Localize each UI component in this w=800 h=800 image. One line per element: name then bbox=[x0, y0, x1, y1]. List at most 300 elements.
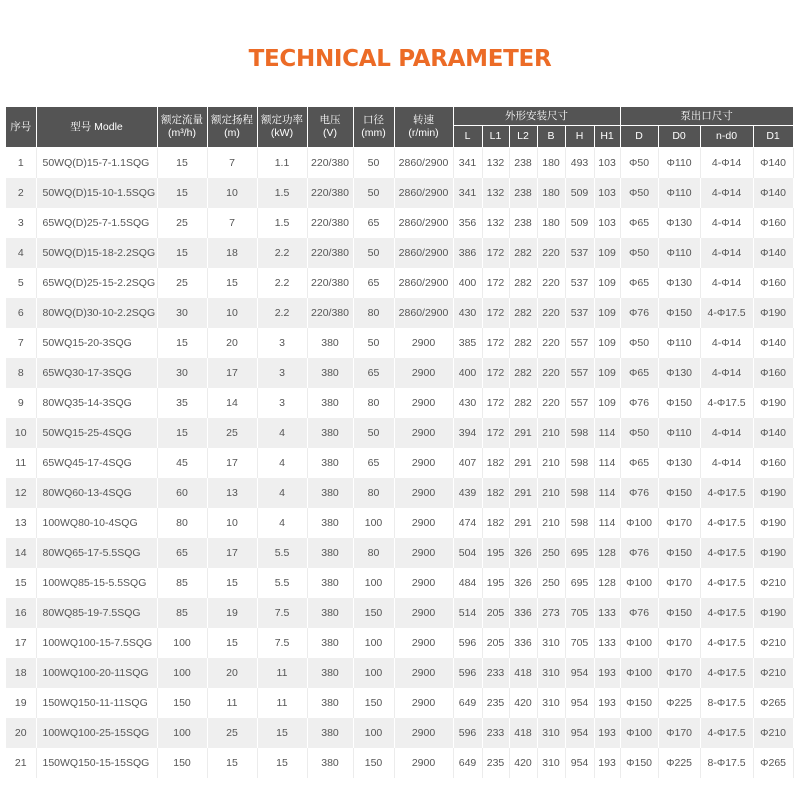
cell-power: 3 bbox=[257, 328, 307, 358]
cell-D0: Φ170 bbox=[658, 718, 700, 748]
cell-speed: 2900 bbox=[394, 328, 453, 358]
cell-caliber: 50 bbox=[353, 328, 394, 358]
cell-n-d0: 8-Φ17.5 bbox=[700, 688, 753, 718]
table-row bbox=[6, 478, 793, 508]
header-L2: L2 bbox=[509, 126, 537, 148]
cell-B: 310 bbox=[537, 688, 565, 718]
header-flow bbox=[157, 107, 207, 148]
cell-D1: Φ190 bbox=[753, 538, 793, 568]
cell-model: 100WQ100-20-11SQG bbox=[36, 658, 157, 688]
cell-power: 7.5 bbox=[257, 628, 307, 658]
cell-n-d0: 8-Φ17.5 bbox=[700, 748, 753, 778]
cell-speed: 2900 bbox=[394, 478, 453, 508]
cell-flow: 65 bbox=[157, 538, 207, 568]
cell-D0: Φ110 bbox=[658, 328, 700, 358]
cell-no: 2 bbox=[6, 178, 36, 208]
header-speed bbox=[394, 107, 453, 148]
cell-no: 9 bbox=[6, 388, 36, 418]
cell-head: 25 bbox=[207, 418, 257, 448]
cell-B: 273 bbox=[537, 598, 565, 628]
cell-n-d0: 4-Φ14 bbox=[700, 178, 753, 208]
cell-H: 598 bbox=[565, 448, 594, 478]
cell-H1: 133 bbox=[594, 628, 620, 658]
cell-model: 80WQ60-13-4SQG bbox=[36, 478, 157, 508]
cell-caliber: 100 bbox=[353, 658, 394, 688]
cell-voltage: 380 bbox=[307, 388, 353, 418]
cell-D: Φ65 bbox=[620, 448, 658, 478]
cell-caliber: 65 bbox=[353, 268, 394, 298]
table-row bbox=[6, 178, 793, 208]
cell-model: 100WQ100-15-7.5SQG bbox=[36, 628, 157, 658]
cell-H: 557 bbox=[565, 358, 594, 388]
header-power-label: 额定功率 bbox=[261, 114, 303, 126]
table-row bbox=[6, 208, 793, 238]
cell-voltage: 380 bbox=[307, 628, 353, 658]
cell-L1: 172 bbox=[482, 328, 509, 358]
cell-L1: 172 bbox=[482, 238, 509, 268]
header-n-d0: n-d0 bbox=[700, 126, 753, 148]
cell-no: 16 bbox=[6, 598, 36, 628]
cell-L1: 235 bbox=[482, 748, 509, 778]
cell-H: 695 bbox=[565, 568, 594, 598]
cell-power: 15 bbox=[257, 718, 307, 748]
cell-model: 50WQ(D)15-7-1.1SQG bbox=[36, 148, 157, 179]
table-row bbox=[6, 508, 793, 538]
cell-head: 10 bbox=[207, 178, 257, 208]
cell-L1: 172 bbox=[482, 298, 509, 328]
cell-L1: 195 bbox=[482, 568, 509, 598]
cell-H: 557 bbox=[565, 328, 594, 358]
header-L: L bbox=[453, 126, 482, 148]
cell-B: 310 bbox=[537, 748, 565, 778]
cell-speed: 2900 bbox=[394, 598, 453, 628]
cell-head: 17 bbox=[207, 358, 257, 388]
cell-D0: Φ170 bbox=[658, 658, 700, 688]
cell-flow: 35 bbox=[157, 388, 207, 418]
cell-L: 504 bbox=[453, 538, 482, 568]
cell-B: 180 bbox=[537, 208, 565, 238]
cell-n-d0: 4-Φ14 bbox=[700, 268, 753, 298]
cell-B: 220 bbox=[537, 298, 565, 328]
cell-speed: 2900 bbox=[394, 748, 453, 778]
cell-head: 20 bbox=[207, 328, 257, 358]
cell-voltage: 380 bbox=[307, 418, 353, 448]
cell-power: 4 bbox=[257, 448, 307, 478]
cell-head: 17 bbox=[207, 448, 257, 478]
cell-voltage: 380 bbox=[307, 328, 353, 358]
cell-D0: Φ150 bbox=[658, 478, 700, 508]
cell-head: 15 bbox=[207, 748, 257, 778]
table-body bbox=[6, 148, 793, 779]
cell-D1: Φ210 bbox=[753, 628, 793, 658]
cell-B: 310 bbox=[537, 628, 565, 658]
cell-D: Φ100 bbox=[620, 628, 658, 658]
cell-H1: 193 bbox=[594, 748, 620, 778]
header-speed-unit: (r/min) bbox=[408, 127, 439, 139]
cell-D1: Φ190 bbox=[753, 598, 793, 628]
cell-L2: 238 bbox=[509, 208, 537, 238]
cell-H: 954 bbox=[565, 748, 594, 778]
cell-speed: 2900 bbox=[394, 418, 453, 448]
cell-D1: Φ265 bbox=[753, 748, 793, 778]
cell-L2: 336 bbox=[509, 628, 537, 658]
cell-model: 150WQ150-11-11SQG bbox=[36, 688, 157, 718]
header-H1: H1 bbox=[594, 126, 620, 148]
table-row bbox=[6, 718, 793, 748]
cell-H1: 114 bbox=[594, 448, 620, 478]
cell-D0: Φ110 bbox=[658, 238, 700, 268]
header-H: H bbox=[565, 126, 594, 148]
cell-caliber: 80 bbox=[353, 298, 394, 328]
cell-L1: 182 bbox=[482, 508, 509, 538]
cell-flow: 30 bbox=[157, 358, 207, 388]
cell-power: 4 bbox=[257, 418, 307, 448]
cell-flow: 25 bbox=[157, 268, 207, 298]
header-speed-label: 转速 bbox=[413, 114, 434, 126]
cell-flow: 80 bbox=[157, 508, 207, 538]
cell-power: 15 bbox=[257, 748, 307, 778]
cell-D1: Φ160 bbox=[753, 268, 793, 298]
table-row bbox=[6, 688, 793, 718]
cell-voltage: 220/380 bbox=[307, 208, 353, 238]
cell-B: 210 bbox=[537, 448, 565, 478]
header-caliber-label: 口径 bbox=[363, 114, 384, 126]
cell-D0: Φ150 bbox=[658, 298, 700, 328]
cell-H: 954 bbox=[565, 718, 594, 748]
cell-no: 8 bbox=[6, 358, 36, 388]
cell-H1: 193 bbox=[594, 718, 620, 748]
cell-caliber: 65 bbox=[353, 208, 394, 238]
table-header bbox=[6, 107, 793, 148]
cell-B: 220 bbox=[537, 328, 565, 358]
table-row bbox=[6, 328, 793, 358]
cell-n-d0: 4-Φ14 bbox=[700, 418, 753, 448]
header-D1: D1 bbox=[753, 126, 793, 148]
cell-caliber: 50 bbox=[353, 418, 394, 448]
cell-speed: 2900 bbox=[394, 568, 453, 598]
cell-flow: 15 bbox=[157, 178, 207, 208]
cell-B: 310 bbox=[537, 718, 565, 748]
header-model: 型号 Modle bbox=[36, 107, 157, 148]
cell-L1: 233 bbox=[482, 658, 509, 688]
cell-caliber: 65 bbox=[353, 448, 394, 478]
cell-L: 430 bbox=[453, 298, 482, 328]
table-row bbox=[6, 538, 793, 568]
cell-L1: 235 bbox=[482, 688, 509, 718]
cell-n-d0: 4-Φ14 bbox=[700, 238, 753, 268]
cell-D: Φ100 bbox=[620, 718, 658, 748]
cell-model: 65WQ30-17-3SQG bbox=[36, 358, 157, 388]
cell-L: 400 bbox=[453, 358, 482, 388]
cell-B: 220 bbox=[537, 238, 565, 268]
cell-head: 10 bbox=[207, 298, 257, 328]
header-install-dimensions: 外形安装尺寸 bbox=[453, 107, 620, 126]
cell-L2: 282 bbox=[509, 328, 537, 358]
cell-D0: Φ150 bbox=[658, 598, 700, 628]
cell-D0: Φ110 bbox=[658, 148, 700, 179]
cell-L2: 282 bbox=[509, 268, 537, 298]
cell-D0: Φ130 bbox=[658, 268, 700, 298]
cell-D: Φ76 bbox=[620, 298, 658, 328]
cell-no: 14 bbox=[6, 538, 36, 568]
cell-caliber: 150 bbox=[353, 688, 394, 718]
cell-n-d0: 4-Φ17.5 bbox=[700, 628, 753, 658]
cell-head: 7 bbox=[207, 208, 257, 238]
cell-D: Φ100 bbox=[620, 568, 658, 598]
cell-D: Φ76 bbox=[620, 478, 658, 508]
cell-voltage: 380 bbox=[307, 718, 353, 748]
cell-D: Φ100 bbox=[620, 658, 658, 688]
cell-n-d0: 4-Φ17.5 bbox=[700, 598, 753, 628]
header-D: D bbox=[620, 126, 658, 148]
cell-speed: 2900 bbox=[394, 628, 453, 658]
cell-D1: Φ160 bbox=[753, 358, 793, 388]
cell-voltage: 220/380 bbox=[307, 178, 353, 208]
cell-no: 18 bbox=[6, 658, 36, 688]
table-row bbox=[6, 298, 793, 328]
cell-D1: Φ140 bbox=[753, 328, 793, 358]
cell-L: 394 bbox=[453, 418, 482, 448]
cell-H1: 114 bbox=[594, 478, 620, 508]
cell-D: Φ76 bbox=[620, 598, 658, 628]
cell-L2: 282 bbox=[509, 238, 537, 268]
cell-n-d0: 4-Φ17.5 bbox=[700, 298, 753, 328]
cell-caliber: 150 bbox=[353, 748, 394, 778]
cell-head: 11 bbox=[207, 688, 257, 718]
cell-n-d0: 4-Φ17.5 bbox=[700, 538, 753, 568]
cell-H: 557 bbox=[565, 388, 594, 418]
cell-speed: 2860/2900 bbox=[394, 178, 453, 208]
cell-D0: Φ170 bbox=[658, 568, 700, 598]
cell-caliber: 50 bbox=[353, 178, 394, 208]
cell-voltage: 380 bbox=[307, 478, 353, 508]
cell-caliber: 50 bbox=[353, 238, 394, 268]
header-voltage-label: 电压 bbox=[319, 114, 341, 126]
cell-D1: Φ140 bbox=[753, 178, 793, 208]
cell-L1: 233 bbox=[482, 718, 509, 748]
cell-H1: 109 bbox=[594, 268, 620, 298]
cell-n-d0: 4-Φ14 bbox=[700, 358, 753, 388]
cell-L: 356 bbox=[453, 208, 482, 238]
cell-flow: 85 bbox=[157, 568, 207, 598]
cell-power: 2.2 bbox=[257, 298, 307, 328]
cell-D1: Φ190 bbox=[753, 508, 793, 538]
cell-L: 514 bbox=[453, 598, 482, 628]
cell-model: 65WQ(D)25-7-1.5SQG bbox=[36, 208, 157, 238]
cell-head: 15 bbox=[207, 628, 257, 658]
header-B: B bbox=[537, 126, 565, 148]
cell-H: 954 bbox=[565, 688, 594, 718]
cell-speed: 2900 bbox=[394, 538, 453, 568]
cell-speed: 2900 bbox=[394, 508, 453, 538]
cell-no: 4 bbox=[6, 238, 36, 268]
cell-L2: 291 bbox=[509, 478, 537, 508]
cell-power: 1.5 bbox=[257, 208, 307, 238]
cell-speed: 2860/2900 bbox=[394, 238, 453, 268]
cell-speed: 2900 bbox=[394, 658, 453, 688]
cell-D: Φ50 bbox=[620, 418, 658, 448]
cell-model: 50WQ15-20-3SQG bbox=[36, 328, 157, 358]
cell-caliber: 100 bbox=[353, 628, 394, 658]
cell-power: 4 bbox=[257, 508, 307, 538]
header-no: 序号 bbox=[6, 107, 36, 148]
header-caliber-unit: (mm) bbox=[361, 127, 386, 139]
cell-speed: 2860/2900 bbox=[394, 208, 453, 238]
table-row bbox=[6, 658, 793, 688]
cell-power: 5.5 bbox=[257, 568, 307, 598]
cell-D: Φ76 bbox=[620, 388, 658, 418]
header-power-unit: (kW) bbox=[270, 127, 294, 139]
cell-power: 1.5 bbox=[257, 178, 307, 208]
cell-H: 509 bbox=[565, 208, 594, 238]
cell-D1: Φ210 bbox=[753, 568, 793, 598]
cell-speed: 2900 bbox=[394, 718, 453, 748]
cell-H: 537 bbox=[565, 298, 594, 328]
cell-L1: 172 bbox=[482, 388, 509, 418]
cell-head: 17 bbox=[207, 538, 257, 568]
table-row bbox=[6, 598, 793, 628]
cell-L: 385 bbox=[453, 328, 482, 358]
cell-L2: 291 bbox=[509, 508, 537, 538]
cell-speed: 2860/2900 bbox=[394, 148, 453, 179]
cell-B: 180 bbox=[537, 178, 565, 208]
cell-power: 7.5 bbox=[257, 598, 307, 628]
cell-B: 220 bbox=[537, 268, 565, 298]
cell-B: 210 bbox=[537, 508, 565, 538]
cell-L: 596 bbox=[453, 718, 482, 748]
cell-L2: 282 bbox=[509, 388, 537, 418]
cell-H: 705 bbox=[565, 628, 594, 658]
cell-L2: 336 bbox=[509, 598, 537, 628]
cell-H1: 133 bbox=[594, 598, 620, 628]
cell-power: 11 bbox=[257, 688, 307, 718]
cell-L1: 132 bbox=[482, 178, 509, 208]
cell-B: 180 bbox=[537, 148, 565, 179]
cell-L: 386 bbox=[453, 238, 482, 268]
cell-caliber: 100 bbox=[353, 508, 394, 538]
table-row bbox=[6, 448, 793, 478]
cell-flow: 100 bbox=[157, 628, 207, 658]
cell-flow: 85 bbox=[157, 598, 207, 628]
cell-D0: Φ110 bbox=[658, 418, 700, 448]
cell-caliber: 80 bbox=[353, 478, 394, 508]
cell-flow: 150 bbox=[157, 748, 207, 778]
cell-L2: 326 bbox=[509, 568, 537, 598]
cell-L1: 205 bbox=[482, 628, 509, 658]
cell-D: Φ50 bbox=[620, 148, 658, 179]
cell-model: 80WQ85-19-7.5SQG bbox=[36, 598, 157, 628]
cell-no: 13 bbox=[6, 508, 36, 538]
cell-n-d0: 4-Φ17.5 bbox=[700, 508, 753, 538]
cell-caliber: 50 bbox=[353, 148, 394, 179]
cell-D0: Φ170 bbox=[658, 508, 700, 538]
cell-D: Φ100 bbox=[620, 508, 658, 538]
cell-model: 100WQ85-15-5.5SQG bbox=[36, 568, 157, 598]
page-title: TECHNICAL PARAMETER bbox=[248, 46, 552, 72]
cell-flow: 45 bbox=[157, 448, 207, 478]
cell-L2: 282 bbox=[509, 358, 537, 388]
cell-head: 20 bbox=[207, 658, 257, 688]
cell-voltage: 220/380 bbox=[307, 268, 353, 298]
cell-voltage: 380 bbox=[307, 658, 353, 688]
header-D0: D0 bbox=[658, 126, 700, 148]
cell-model: 150WQ150-15-15SQG bbox=[36, 748, 157, 778]
table-row bbox=[6, 748, 793, 778]
header-caliber bbox=[353, 107, 394, 148]
cell-flow: 15 bbox=[157, 328, 207, 358]
cell-H: 695 bbox=[565, 538, 594, 568]
cell-H: 537 bbox=[565, 238, 594, 268]
table-row bbox=[6, 628, 793, 658]
cell-B: 310 bbox=[537, 658, 565, 688]
cell-D1: Φ190 bbox=[753, 388, 793, 418]
cell-D1: Φ265 bbox=[753, 688, 793, 718]
cell-head: 15 bbox=[207, 568, 257, 598]
technical-parameter-table bbox=[6, 107, 794, 778]
cell-D1: Φ140 bbox=[753, 238, 793, 268]
cell-D0: Φ150 bbox=[658, 388, 700, 418]
cell-L2: 291 bbox=[509, 418, 537, 448]
cell-power: 5.5 bbox=[257, 538, 307, 568]
cell-n-d0: 4-Φ17.5 bbox=[700, 658, 753, 688]
cell-B: 210 bbox=[537, 418, 565, 448]
cell-model: 50WQ(D)15-10-1.5SQG bbox=[36, 178, 157, 208]
cell-L2: 326 bbox=[509, 538, 537, 568]
cell-speed: 2900 bbox=[394, 448, 453, 478]
cell-voltage: 380 bbox=[307, 568, 353, 598]
cell-model: 80WQ35-14-3SQG bbox=[36, 388, 157, 418]
cell-n-d0: 4-Φ14 bbox=[700, 208, 753, 238]
cell-H1: 193 bbox=[594, 658, 620, 688]
cell-head: 10 bbox=[207, 508, 257, 538]
cell-no: 19 bbox=[6, 688, 36, 718]
cell-n-d0: 4-Φ14 bbox=[700, 148, 753, 179]
cell-D0: Φ130 bbox=[658, 358, 700, 388]
header-head bbox=[207, 107, 257, 148]
cell-speed: 2900 bbox=[394, 688, 453, 718]
cell-L1: 132 bbox=[482, 208, 509, 238]
cell-L: 439 bbox=[453, 478, 482, 508]
cell-caliber: 65 bbox=[353, 358, 394, 388]
cell-no: 20 bbox=[6, 718, 36, 748]
cell-no: 5 bbox=[6, 268, 36, 298]
cell-L: 407 bbox=[453, 448, 482, 478]
cell-no: 7 bbox=[6, 328, 36, 358]
cell-L2: 418 bbox=[509, 718, 537, 748]
cell-no: 12 bbox=[6, 478, 36, 508]
cell-model: 100WQ80-10-4SQG bbox=[36, 508, 157, 538]
cell-H1: 109 bbox=[594, 388, 620, 418]
cell-flow: 100 bbox=[157, 718, 207, 748]
cell-L2: 418 bbox=[509, 658, 537, 688]
cell-L2: 238 bbox=[509, 178, 537, 208]
cell-caliber: 150 bbox=[353, 598, 394, 628]
cell-no: 10 bbox=[6, 418, 36, 448]
cell-L: 484 bbox=[453, 568, 482, 598]
cell-B: 220 bbox=[537, 358, 565, 388]
cell-L: 596 bbox=[453, 628, 482, 658]
cell-power: 3 bbox=[257, 388, 307, 418]
cell-H1: 103 bbox=[594, 178, 620, 208]
cell-head: 25 bbox=[207, 718, 257, 748]
cell-L2: 420 bbox=[509, 688, 537, 718]
table-row bbox=[6, 388, 793, 418]
cell-L: 474 bbox=[453, 508, 482, 538]
cell-L1: 195 bbox=[482, 538, 509, 568]
cell-power: 1.1 bbox=[257, 148, 307, 179]
cell-flow: 150 bbox=[157, 688, 207, 718]
cell-H1: 109 bbox=[594, 328, 620, 358]
